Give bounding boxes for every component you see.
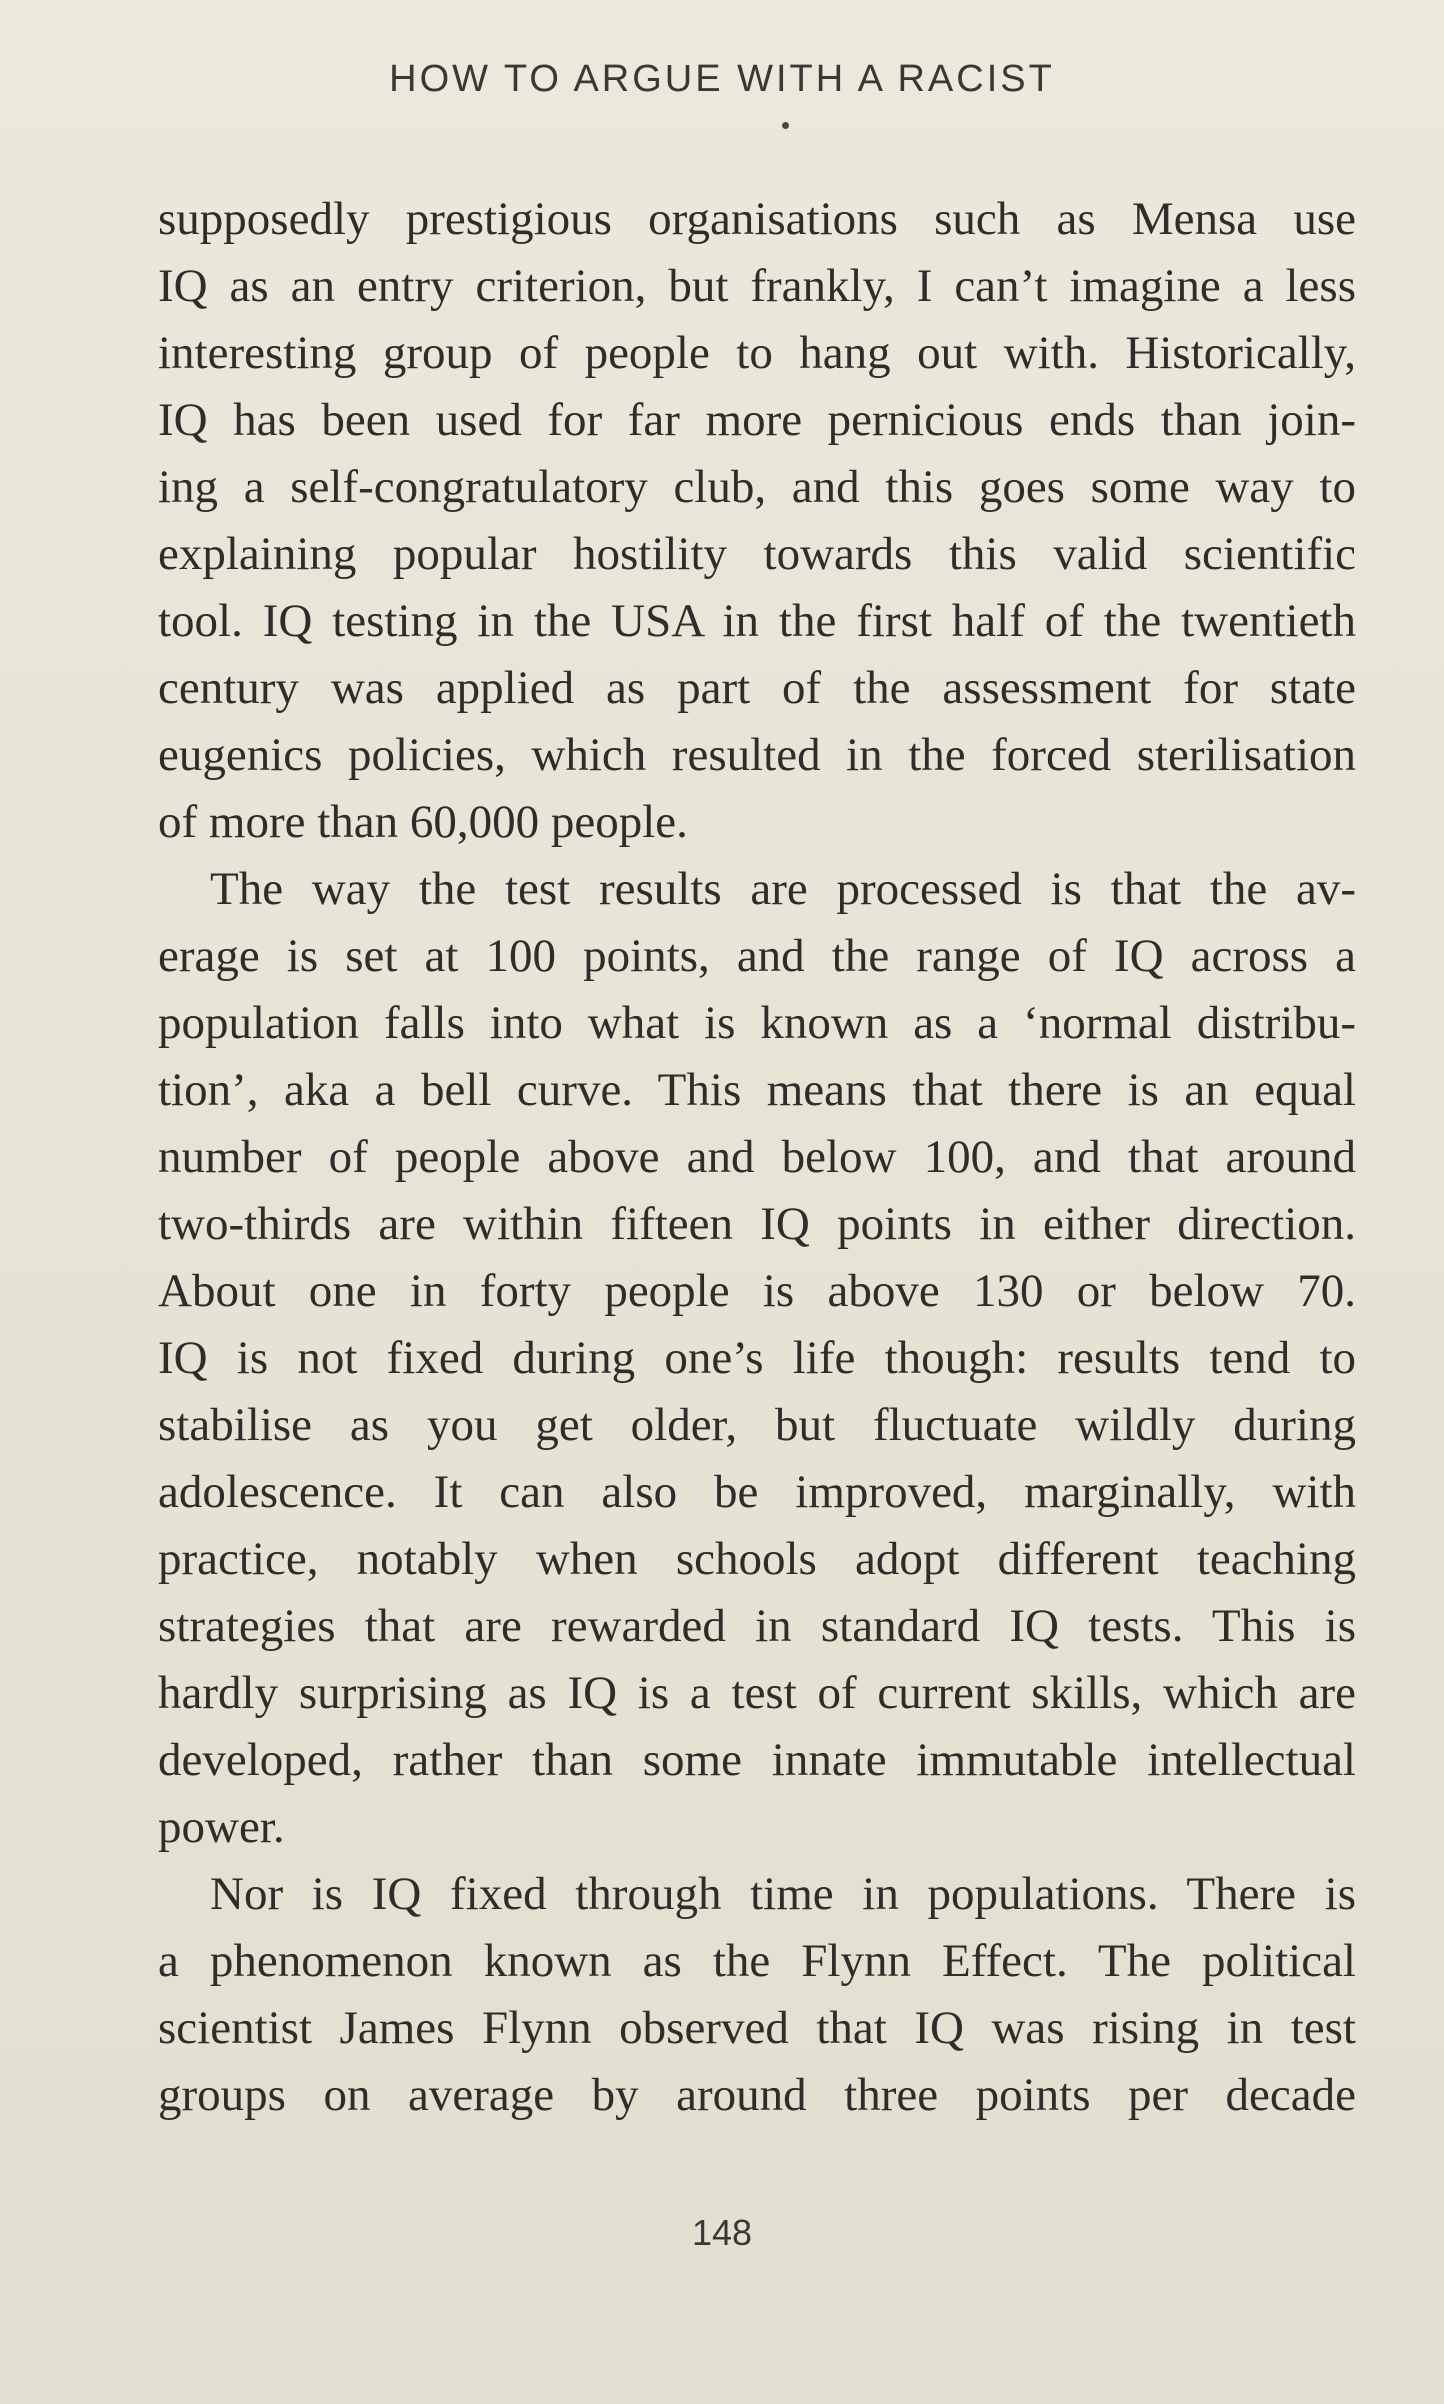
text-line: interesting group of people to hang out with. Historically, — [158, 327, 1356, 379]
text-line: erage is set at 100 points, and the range of IQ across a — [158, 930, 1356, 982]
text-line: a phenomenon known as the Flynn Effect. The political — [158, 1935, 1356, 1987]
text-line: strategies that are rewarded in standard IQ tests. This is — [158, 1600, 1356, 1652]
paragraph — [158, 856, 1356, 1861]
text-line: two-thirds are within fifteen IQ points in either direction. — [158, 1198, 1356, 1250]
text-line: IQ has been used for far more pernicious ends than join- — [158, 394, 1356, 446]
text-line: population falls into what is known as a ‘normal distribu- — [158, 997, 1356, 1049]
text-line: developed, rather than some innate immutable intellectual — [158, 1734, 1356, 1786]
text-line: explaining popular hostility towards this valid scientific — [158, 528, 1356, 580]
running-head: HOW TO ARGUE WITH A RACIST — [389, 58, 1055, 100]
text-line: century was applied as part of the assessment for state — [158, 662, 1356, 714]
text-line: groups on average by around three points per decade — [158, 2069, 1356, 2121]
paragraph — [158, 186, 1356, 856]
text-line: eugenics policies, which resulted in the forced sterilisation — [158, 729, 1356, 781]
text-line: IQ is not fixed during one’s life though: results tend to — [158, 1332, 1356, 1384]
text-line: Nor is IQ fixed through time in populations. There is — [210, 1868, 1356, 1920]
text-line: tion’, aka a bell curve. This means that there is an equal — [158, 1064, 1356, 1116]
text-line: IQ as an entry criterion, but frankly, I can’t imagine a less — [158, 260, 1356, 312]
text-line: scientist James Flynn observed that IQ was rising in test — [158, 2002, 1356, 2054]
text-line: adolescence. It can also be improved, marginally, with — [158, 1466, 1356, 1518]
text-line: About one in forty people is above 130 or below 70. — [158, 1265, 1356, 1317]
ornament-dot — [782, 122, 789, 129]
text-line: number of people above and below 100, and that around — [158, 1131, 1356, 1183]
text-line: ing a self-congratulatory club, and this goes some way to — [158, 461, 1356, 513]
text-line: stabilise as you get older, but fluctuate wildly during — [158, 1399, 1356, 1451]
paragraph — [158, 1861, 1356, 2129]
text-line: of more than 60,000 people. — [158, 796, 688, 848]
text-line: practice, notably when schools adopt different teaching — [158, 1533, 1356, 1585]
text-line: power. — [158, 1801, 285, 1853]
text-line: hardly surprising as IQ is a test of current skills, which are — [158, 1667, 1356, 1719]
body-text — [158, 186, 1356, 2129]
text-line: The way the test results are processed is that the av- — [210, 863, 1356, 915]
text-line: supposedly prestigious organisations such as Mensa use — [158, 193, 1356, 245]
text-line: tool. IQ testing in the USA in the first half of the twentieth — [158, 595, 1356, 647]
page-number: 148 — [691, 2212, 753, 2253]
